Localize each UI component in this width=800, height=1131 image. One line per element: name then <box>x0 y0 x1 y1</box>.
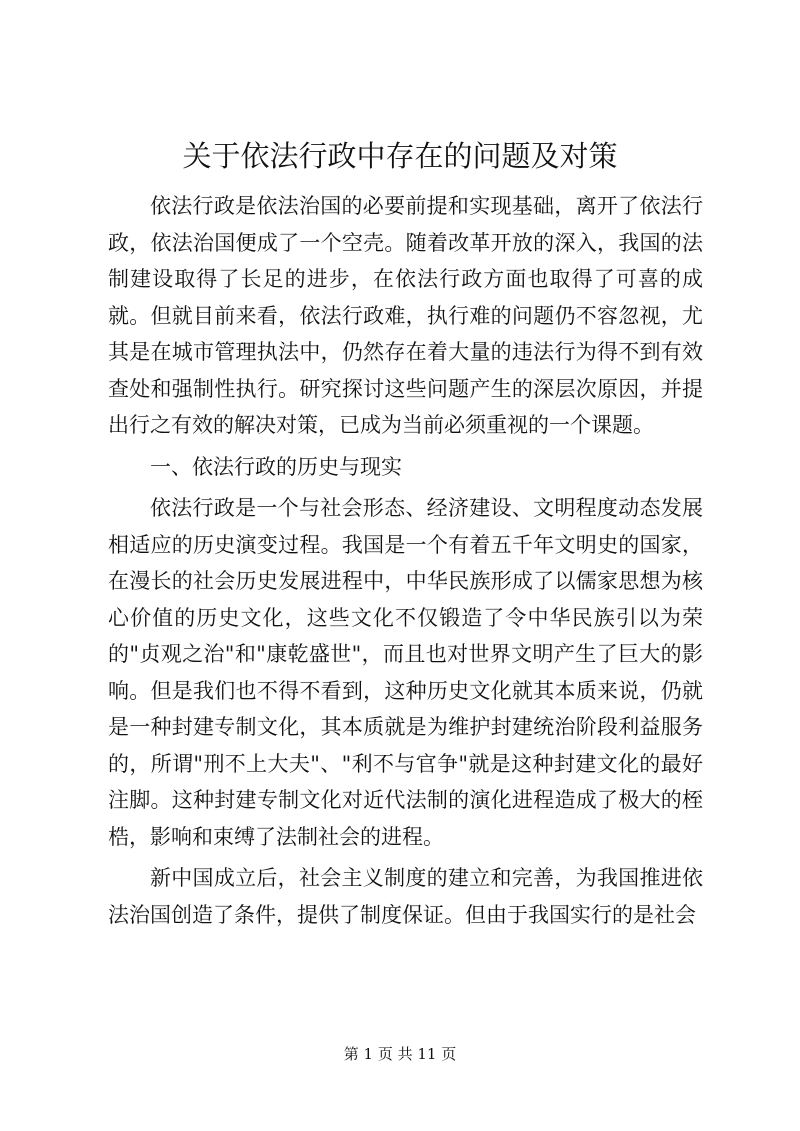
new-china-paragraph: 新中国成立后，社会主义制度的建立和完善，为我国推进依法治国创造了条件，提供了制度保证。但由于我国实行的是社会 <box>108 866 703 927</box>
document-body <box>108 188 703 933</box>
history-paragraph: 依法行政是一个与社会形态、经济建设、文明程度动态发展相适应的历史演变过程。我国是一个有着五千年文明史的国家，在漫长的社会历史发展进程中，中华民族形成了以儒家思想为核心价值的历史文化，这些文化不仅锻造了令中华民族引以为荣的"贞观之治"和"康乾盛世"，而且也对世界文明产生了巨大的影响。但是我们也不得不看到，这种历史文化就其本质来说，仍就是一种封建专制文化，其本质就是为维护封建统治阶段利益服务的，所谓"刑不上大夫"、"利不与官争"就是这种封建文化的最好注脚。这种封建专制文化对近代法制的演化进程造成了极大的桎梏，影响和束缚了法制社会的进程。 <box>108 496 703 849</box>
section-heading: 一、依法行政的历史与现实 <box>150 454 402 479</box>
intro-paragraph: 依法行政是依法治国的必要前提和实现基础，离开了依法行政，依法治国便成了一个空壳。随着改革开放的深入，我国的法制建设取得了长足的进步，在依法行政方面也取得了可喜的成就。但就目前来看，依法行政难，执行难的问题仍不容忽视，尤其是在城市管理执法中，仍然存在着大量的违法行为得不到有效查处和强制性执行。研究探讨这些问题产生的深层次原因，并提出行之有效的解决对策，已成为当前必须重视的一个课题。 <box>108 194 703 437</box>
page-number-footer: 第 1 页 共 11 页 <box>343 1045 457 1063</box>
document-title: 关于依法行政中存在的问题及对策 <box>182 139 618 173</box>
